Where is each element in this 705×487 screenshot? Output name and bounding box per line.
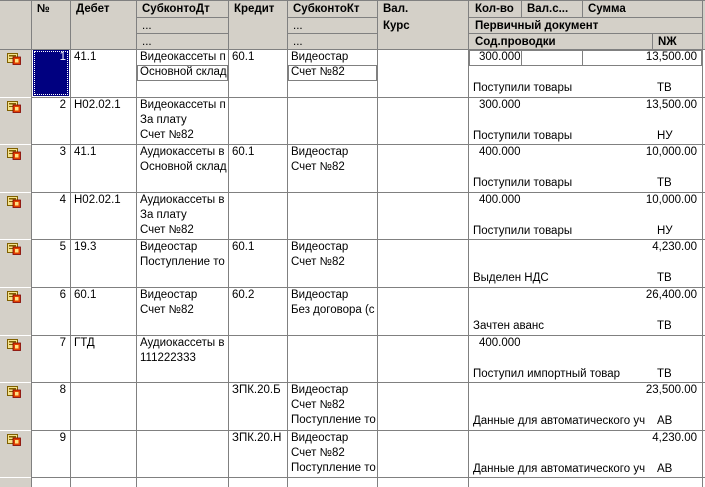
row-separator bbox=[0, 97, 31, 98]
row-separator bbox=[0, 430, 31, 431]
subconto-kt-value[interactable]: Видеостар bbox=[291, 51, 349, 63]
grid-line bbox=[468, 0, 469, 487]
subconto-dt-value[interactable]: Аудиокассеты в bbox=[140, 193, 225, 206]
sum-value[interactable]: 13,500.00 bbox=[645, 98, 697, 111]
grid-line bbox=[521, 0, 522, 17]
entry-content[interactable]: Поступил импортный товар bbox=[473, 367, 621, 380]
entry-icon bbox=[7, 339, 21, 351]
sum-value[interactable]: 10,000.00 bbox=[645, 193, 697, 206]
subconto-kt-value[interactable]: Без договора (с bbox=[291, 304, 375, 316]
subconto-kt-value[interactable]: Счет №82 bbox=[291, 446, 345, 459]
subconto-kt-value[interactable]: Видеостар bbox=[291, 384, 349, 397]
entry-content[interactable]: Данные для автоматического уч bbox=[473, 462, 646, 475]
grid-line bbox=[377, 0, 378, 487]
col-header-primary-doc[interactable]: Первичный документ bbox=[475, 20, 599, 32]
row-number[interactable]: 4 bbox=[59, 193, 66, 206]
credit-account[interactable]: 60.2 bbox=[232, 289, 255, 301]
entry-icon bbox=[7, 434, 21, 446]
quantity-value[interactable]: 300.000 bbox=[479, 51, 521, 63]
entry-icon bbox=[7, 101, 21, 113]
row-separator bbox=[0, 192, 31, 193]
row-separator bbox=[0, 287, 31, 288]
col-header-currency-sum[interactable]: Вал.с... bbox=[527, 3, 569, 15]
debit-account[interactable]: Н02.02.1 bbox=[74, 193, 121, 206]
col-header-quantity[interactable]: Кол-во bbox=[475, 3, 514, 15]
row-number[interactable]: 9 bbox=[59, 431, 66, 444]
entry-icon bbox=[7, 53, 21, 65]
subconto-kt-value[interactable]: Счет №82 bbox=[291, 66, 345, 78]
subconto-dt-value[interactable]: Видеокассеты п bbox=[140, 98, 226, 111]
grid-line bbox=[652, 33, 653, 49]
grid-line bbox=[136, 17, 228, 18]
quantity-value[interactable]: 400.000 bbox=[479, 193, 521, 206]
sum-box bbox=[582, 50, 702, 66]
entry-content[interactable]: Поступили товары bbox=[473, 82, 573, 94]
sum-value[interactable]: 26,400.00 bbox=[645, 289, 697, 301]
journal-code[interactable]: ТВ bbox=[657, 82, 672, 94]
debit-account[interactable]: Н02.02.1 bbox=[74, 98, 121, 111]
entry-content[interactable]: Зачтен аванс bbox=[473, 320, 545, 332]
row-number[interactable]: 5 bbox=[59, 241, 66, 254]
journal-code[interactable]: ТВ bbox=[657, 272, 672, 285]
subconto-dt-value[interactable]: За плату bbox=[140, 113, 187, 126]
subconto-kt-value[interactable]: Видеостар bbox=[291, 146, 349, 159]
journal-code[interactable]: НУ bbox=[657, 129, 673, 142]
grid-line bbox=[0, 0, 705, 1]
credit-account[interactable]: ЗПК.20.Н bbox=[232, 431, 282, 444]
entry-content[interactable]: Выделен НДС bbox=[473, 272, 549, 285]
entry-content[interactable]: Данные для автоматического уч bbox=[473, 415, 646, 428]
subconto-dt-value[interactable]: Видеостар bbox=[140, 241, 198, 254]
col-header-rate[interactable]: Курс bbox=[383, 20, 410, 32]
entry-content[interactable]: Поступили товары bbox=[473, 224, 573, 237]
journal-code[interactable]: АВ bbox=[657, 462, 673, 475]
subconto-kt-value[interactable]: Видеостар bbox=[291, 241, 349, 254]
debit-account[interactable]: 41.1 bbox=[74, 146, 97, 159]
subconto-kt-value[interactable]: Видеостар bbox=[291, 431, 349, 444]
row-number[interactable]: 2 bbox=[59, 98, 66, 111]
row-separator bbox=[0, 335, 31, 336]
entry-content[interactable]: Поступили товары bbox=[473, 177, 573, 190]
subconto-kt-value[interactable]: Поступление то bbox=[291, 461, 376, 474]
row-separator bbox=[0, 144, 31, 145]
grid-line bbox=[702, 0, 703, 487]
currency-sum-box bbox=[521, 50, 583, 66]
subconto-kt-level3: ... bbox=[293, 36, 303, 48]
credit-account[interactable]: 60.1 bbox=[232, 51, 255, 63]
subconto-dt-value[interactable]: 111222333 bbox=[140, 351, 196, 364]
subconto-dt-box bbox=[137, 65, 228, 81]
col-header-sum[interactable]: Сумма bbox=[588, 3, 626, 15]
grid-line bbox=[287, 33, 377, 34]
col-header-subconto-kt[interactable]: СубконтоКт bbox=[293, 3, 360, 15]
subconto-dt-value[interactable]: Основной склад bbox=[140, 161, 227, 174]
subconto-kt-value[interactable]: Поступление то bbox=[291, 414, 376, 427]
col-header-currency[interactable]: Вал. bbox=[383, 3, 409, 15]
entry-icon bbox=[7, 386, 21, 398]
subconto-kt-value[interactable]: Видеостар bbox=[291, 289, 349, 301]
subconto-kt-value[interactable]: Счет №82 bbox=[291, 399, 345, 412]
row-separator bbox=[0, 477, 31, 478]
journal-code[interactable]: АВ bbox=[657, 415, 673, 428]
subconto-dt-value[interactable]: Счет №82 bbox=[140, 223, 194, 236]
sum-value[interactable]: 4,230.00 bbox=[652, 431, 697, 444]
subconto-dt-value[interactable]: Аудиокассеты в bbox=[140, 336, 225, 349]
quantity-value[interactable]: 400.000 bbox=[479, 146, 521, 159]
entry-icon bbox=[7, 291, 21, 303]
row-number[interactable]: 3 bbox=[59, 146, 66, 159]
sum-value[interactable]: 4,230.00 bbox=[652, 241, 697, 254]
quantity-value[interactable]: 400.000 bbox=[479, 336, 521, 349]
grid-line bbox=[468, 33, 702, 34]
entry-content[interactable]: Поступили товары bbox=[473, 129, 573, 142]
row-number[interactable]: 8 bbox=[59, 384, 66, 397]
subconto-dt-value[interactable]: Счет №82 bbox=[140, 128, 194, 141]
quantity-box bbox=[469, 50, 522, 66]
col-header-entry-content[interactable]: Сод.проводки bbox=[475, 36, 556, 48]
journal-code[interactable]: ТВ bbox=[657, 177, 672, 190]
subconto-kt-box bbox=[288, 65, 377, 81]
grid-line bbox=[287, 17, 377, 18]
grid-line bbox=[468, 17, 702, 18]
subconto-dt-value[interactable]: За плату bbox=[140, 208, 187, 221]
row-separator bbox=[0, 239, 31, 240]
credit-account[interactable]: 60.1 bbox=[232, 146, 255, 159]
journal-code[interactable]: ТВ bbox=[657, 320, 672, 332]
row-number[interactable]: 6 bbox=[59, 289, 66, 301]
subconto-kt-value[interactable]: Счет №82 bbox=[291, 256, 345, 269]
grid-line bbox=[31, 0, 32, 487]
sum-value[interactable]: 10,000.00 bbox=[645, 146, 697, 159]
col-header-debit[interactable]: Дебет bbox=[76, 3, 110, 15]
subconto-dt-value[interactable]: Поступление то bbox=[140, 256, 225, 269]
debit-account[interactable]: 60.1 bbox=[74, 289, 97, 301]
subconto-dt-value[interactable]: Видеостар bbox=[140, 289, 198, 301]
subconto-dt-value[interactable]: Основной склад bbox=[140, 66, 227, 78]
credit-account[interactable]: ЗПК.20.Б bbox=[232, 384, 281, 397]
row-number[interactable]: 1 bbox=[59, 51, 66, 63]
sum-value[interactable]: 23,500.00 bbox=[645, 384, 697, 397]
journal-code[interactable]: НУ bbox=[657, 224, 673, 237]
quantity-value[interactable]: 300.000 bbox=[479, 98, 521, 111]
subconto-kt-level2: ... bbox=[293, 20, 303, 32]
subconto-kt-value[interactable]: Счет №82 bbox=[291, 161, 345, 174]
subconto-dt-value[interactable]: Счет №82 bbox=[140, 304, 194, 316]
col-header-credit[interactable]: Кредит bbox=[234, 3, 275, 15]
subconto-dt-value[interactable]: Аудиокассеты в bbox=[140, 146, 225, 159]
col-header-subconto-dt[interactable]: СубконтоДт bbox=[142, 3, 210, 15]
subconto-dt-level3: ... bbox=[142, 36, 152, 48]
row-separator bbox=[31, 477, 705, 478]
journal-code[interactable]: ТВ bbox=[657, 367, 672, 380]
sum-value[interactable]: 13,500.00 bbox=[645, 51, 697, 63]
row-separator bbox=[0, 382, 31, 383]
subconto-dt-value[interactable]: Видеокассеты п bbox=[140, 51, 226, 63]
debit-account[interactable]: ГТД bbox=[74, 336, 95, 349]
grid-line bbox=[582, 0, 583, 17]
row-number[interactable]: 7 bbox=[59, 336, 66, 349]
col-header-journal[interactable]: NЖ bbox=[658, 36, 677, 48]
entry-icon bbox=[7, 148, 21, 160]
subconto-dt-level2: ... bbox=[142, 20, 152, 32]
debit-account[interactable]: 19.3 bbox=[74, 241, 97, 254]
col-header-num[interactable]: № bbox=[37, 3, 50, 15]
debit-account[interactable]: 41.1 bbox=[74, 51, 97, 63]
grid-line bbox=[136, 33, 228, 34]
credit-account[interactable]: 60.1 bbox=[232, 241, 255, 254]
entry-icon bbox=[7, 196, 21, 208]
entry-icon bbox=[7, 243, 21, 255]
